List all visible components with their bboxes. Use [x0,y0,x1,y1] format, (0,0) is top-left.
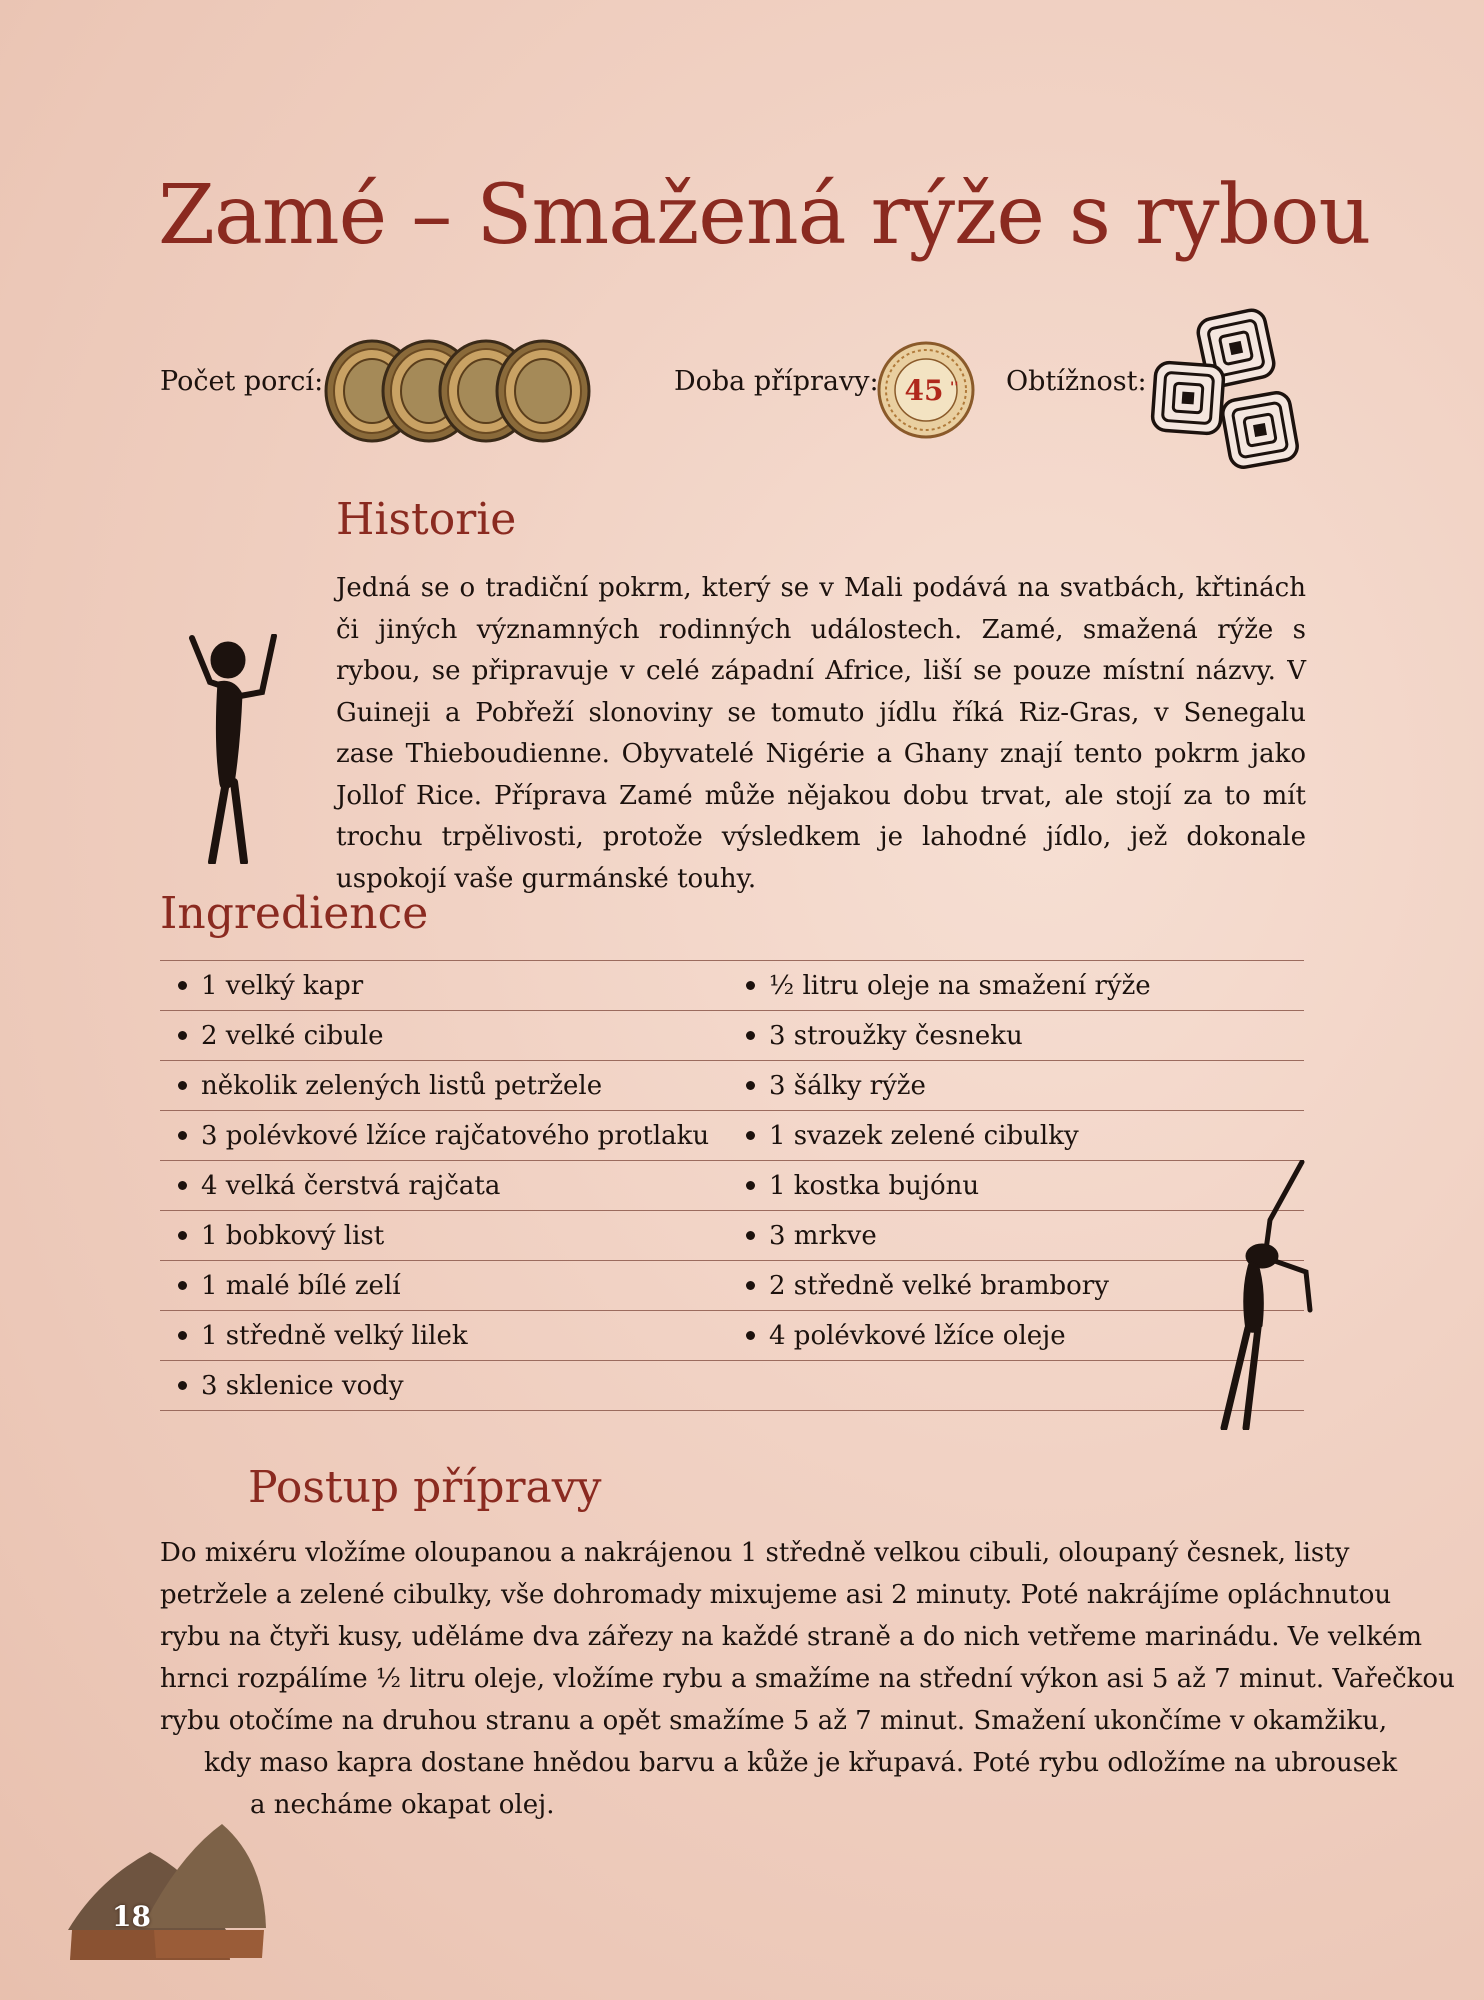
ingredient-row [160,1111,1304,1161]
clock-badge-icon [876,340,976,440]
bullet-icon [178,1181,187,1190]
ingredient-text: 3 polévkové lžíce rajčatového protlaku [201,1120,710,1151]
bullet-icon [746,1281,755,1290]
recipe-title: Zamé – Smažená rýže s rybou [158,168,1371,263]
tribal-figure-icon [182,634,292,864]
bullet-icon [178,1081,187,1090]
ingredient-row [160,1061,1304,1111]
procedure-heading: Postup přípravy [248,1462,602,1513]
ingredient-text: 3 stroužky česneku [769,1020,1023,1051]
ingredient-text: ½ litru oleje na smažení rýže [769,970,1151,1001]
bullet-icon [746,1031,755,1040]
bullet-icon [746,1081,755,1090]
ingredient-item [160,1121,732,1151]
procedure-line: rybu otočíme na druhou stranu a opět smažíme 5 až 7 minut. Smažení ukončíme v okamžiku, [160,1706,1388,1736]
ingredient-text: 1 svazek zelené cibulky [769,1120,1079,1151]
procedure-line: Do mixéru vložíme oloupanou a nakrájenou 1 středně velkou cibuli, oloupaný česnek, listy [160,1538,1350,1568]
procedure-line: rybu na čtyři kusy, uděláme dva zářezy na každé straně a do nich vetřeme marinádu. Ve velkém [160,1622,1423,1652]
procedure-line: a necháme okapat olej. [250,1790,555,1820]
difficulty-square-icon [1221,391,1300,470]
ingredient-text: 3 mrkve [769,1220,877,1251]
prep-time-unit: '' [950,380,959,396]
ingredient-item [160,971,732,1001]
ingredient-item [160,1371,732,1401]
bullet-icon [178,1131,187,1140]
bullet-icon [746,1231,755,1240]
ingredient-item [732,971,1304,1001]
ingredient-item [732,1071,1304,1101]
prep-time-value: 45 [904,374,944,407]
ingredient-text: 2 středně velké brambory [769,1270,1109,1301]
bullet-icon [178,981,187,990]
ingredient-row [160,1261,1304,1311]
ingredients-table [160,960,1304,1411]
ingredient-text: 4 polévkové lžíce oleje [769,1320,1066,1351]
ingredient-item [732,1021,1304,1051]
ingredient-text: 4 velká čerstvá rajčata [201,1170,501,1201]
ingredient-text: 3 šálky rýže [769,1070,926,1101]
ingredient-item [160,1221,732,1251]
procedure-line: kdy maso kapra dostane hnědou barvu a kůže je křupavá. Poté rybu odložíme na ubrousek [204,1748,1398,1778]
procedure-line: petržele a zelené cibulky, vše dohromady mixujeme asi 2 minuty. Poté nakrájíme opláchnutou [160,1580,1392,1610]
ingredient-item [160,1171,732,1201]
bullet-icon [178,1231,187,1240]
difficulty-label: Obtížnost: [1006,366,1147,397]
ingredient-text: 1 bobkový list [201,1220,385,1251]
difficulty-square-icon [1152,362,1225,435]
difficulty-icons [1150,306,1310,476]
ingredient-text: 1 kostka bujónu [769,1170,980,1201]
ingredient-row [160,1011,1304,1061]
bullet-icon [178,1381,187,1390]
history-paragraph: Jedná se o tradiční pokrm, který se v Mali podává na svatbách, křtinách či jiných významných rodinných událostech. Zamé, smažená rýže s rybou, se připravuje v celé západní Africe, liší se pouze místní názvy. V Guineji a Pobřeží slonoviny se tomuto jídlu říká Riz-Gras, v Senegalu zase Thieboudienne. Obyvatelé Nigérie a Ghany znají tento pokrm jako Jollof Rice. Příprava Zamé může nějakou dobu trvat, ale stojí za to mít trochu trpělivosti, protože výsledkem je lahodné jídlo, jež dokonale uspokojí vaše gurmánské touhy. [336,573,1306,894]
bullet-icon [178,1281,187,1290]
ingredient-row [160,1211,1304,1261]
ingredient-row [160,1361,1304,1411]
ingredient-text: 3 sklenice vody [201,1370,404,1401]
ingredient-row [160,961,1304,1011]
bullet-icon [746,981,755,990]
servings-plates-icon [322,338,594,444]
ingredient-text: 1 velký kapr [201,970,364,1001]
hut-illustration [58,1800,278,1960]
bullet-icon [746,1181,755,1190]
ingredient-item [732,1121,1304,1151]
ingredient-item [160,1021,732,1051]
plate-icon [497,341,589,441]
prep-time-label: Doba přípravy: [674,366,879,397]
bullet-icon [746,1331,755,1340]
procedure-line: hrnci rozpálíme ½ litru oleje, vložíme rybu a smažíme na střední výkon asi 5 až 7 minut. Vařečkou [160,1664,1455,1694]
bullet-icon [746,1131,755,1140]
ingredient-row [160,1161,1304,1211]
ingredient-item [160,1321,732,1351]
bullet-icon [178,1331,187,1340]
ingredients-heading: Ingredience [160,888,429,939]
ingredient-text: 1 středně velký lilek [201,1320,468,1351]
ingredient-item [160,1071,732,1101]
dancing-figure-icon [1210,1160,1320,1430]
history-heading: Historie [336,494,517,545]
bullet-icon [178,1031,187,1040]
ingredient-text: 2 velké cibule [201,1020,384,1051]
page-number: 18 [112,1900,151,1933]
ingredient-item [160,1271,732,1301]
ingredient-text: několik zelených listů petržele [201,1070,603,1101]
ingredient-text: 1 malé bílé zelí [201,1270,401,1301]
ingredient-row [160,1311,1304,1361]
servings-label: Počet porcí: [160,366,324,397]
